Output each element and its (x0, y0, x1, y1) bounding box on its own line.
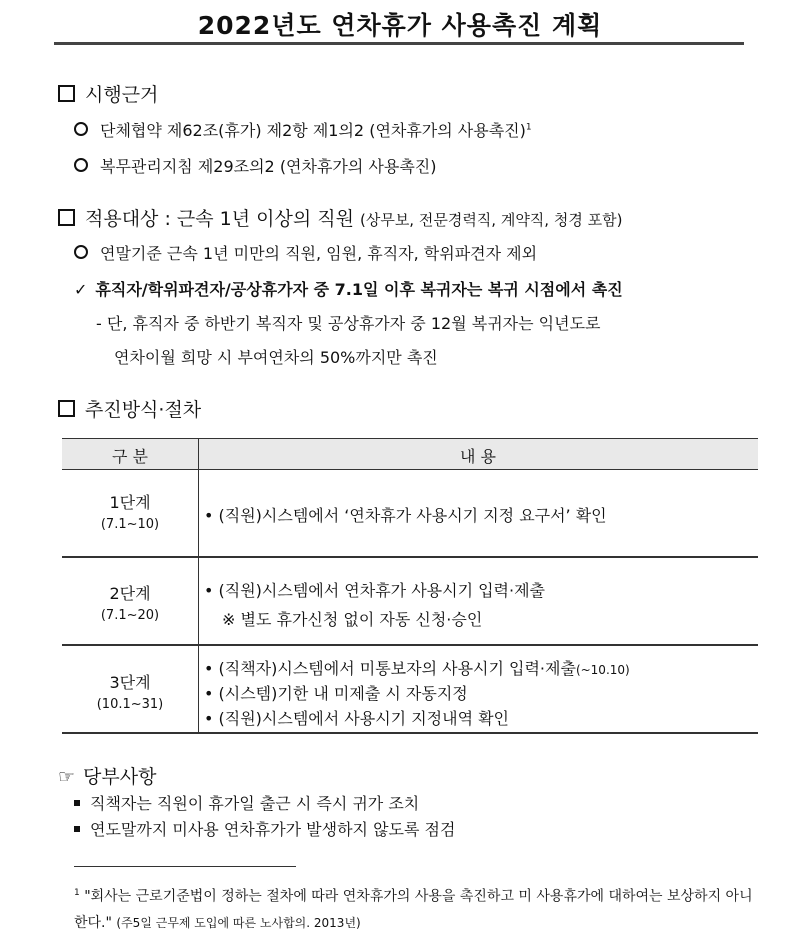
check-mark-icon: ✓ (74, 280, 88, 299)
notes-item-1 (74, 791, 419, 814)
page-title: 2022년도 연차휴가 사용촉진 계획 (197, 11, 603, 40)
section-heading-notes (58, 762, 156, 789)
target-item-1 (74, 241, 537, 264)
footnote-ref: 1 (525, 122, 532, 133)
row3-line1-date: (~10.10) (575, 663, 630, 677)
row2-content-line-2: ※ 별도 휴가신청 없이 자동 신청·승인 (222, 610, 483, 629)
circle-bullet-icon (74, 158, 88, 172)
circle-bullet-icon (74, 122, 88, 136)
stage-period: (7.1~20) (100, 608, 160, 623)
row3-content-line-1 (204, 656, 630, 679)
table-row-divider (62, 556, 758, 558)
footnote-text: "회사는 근로기준법이 정하는 절차에 따라 연차휴가의 사용을 촉진하고 미 사용휴가에 대하여는 보상하지 아니한다." (74, 888, 753, 931)
target-check-item (74, 277, 623, 300)
footnote (74, 880, 754, 936)
row2-content-line-1: • (직원)시스템에서 연차휴가 사용시기 입력·제출 (204, 581, 546, 600)
checkbox-square-icon (58, 400, 75, 417)
table-row-stage-2 (62, 581, 198, 623)
row3-line1-text: • (직책자)시스템에서 미통보자의 사용시기 입력·제출 (204, 659, 576, 678)
square-bullet-icon (74, 826, 80, 832)
square-bullet-icon (74, 800, 80, 806)
section-heading-procedure (58, 395, 201, 422)
stage-period: (7.1~10) (100, 517, 160, 532)
target-dash-line-2: 연차이월 희망 시 부여연차의 50%까지만 촉진 (114, 348, 438, 367)
title-underline (54, 42, 744, 45)
footnote-separator (74, 866, 296, 867)
stage-name: 2단계 (109, 584, 151, 603)
stage-name: 1단계 (109, 493, 151, 512)
basis-item-text: 복무관리지침 제29조의2 (연차휴가의 사용촉진) (100, 157, 437, 176)
section-heading-basis (58, 80, 158, 107)
section-heading-sub: (상무보, 전문경력직, 계약직, 청경 포함) (359, 211, 623, 229)
table-bottom-border (62, 732, 758, 734)
circle-bullet-icon (74, 245, 88, 259)
notes-item-text: 연도말까지 미사용 연차휴가가 발생하지 않도록 점검 (90, 820, 456, 839)
table-column-divider (198, 438, 199, 734)
table-header-content: 내 용 (460, 447, 496, 466)
target-check-text: 휴직자/학위파견자/공상휴가자 중 7.1일 이후 복귀자는 복귀 시점에서 촉진 (95, 280, 623, 299)
row1-content-line-1: • (직원)시스템에서 ‘연차휴가 사용시기 지정 요구서’ 확인 (204, 506, 607, 525)
notes-item-2 (74, 817, 455, 840)
notes-item-text: 직책자는 직원이 휴가일 출근 시 즉시 귀가 조치 (90, 794, 420, 813)
basis-item-1 (74, 118, 532, 141)
footnote-number: 1 (74, 888, 80, 898)
footnote-source: (주5일 근무제 도입에 따른 노사합의. 2013년) (116, 915, 361, 930)
stage-name: 3단계 (109, 673, 151, 692)
row3-content-line-2: • (시스템)기한 내 미제출 시 자동지정 (204, 684, 468, 703)
table-header-stage: 구 분 (112, 447, 148, 466)
section-heading-text: 당부사항 (83, 766, 157, 788)
stage-period: (10.1~31) (96, 697, 164, 712)
table-header-row (62, 438, 758, 470)
target-dash-line-1: - 단, 휴직자 중 하반기 복직자 및 공상휴가자 중 12월 복귀자는 익년도로 (96, 314, 601, 333)
pointing-hand-icon: ☞ (58, 766, 76, 788)
row3-content-line-3: • (직원)시스템에서 사용시기 지정내역 확인 (204, 709, 510, 728)
target-item-text: 연말기준 근속 1년 미만의 직원, 임원, 휴직자, 학위파견자 제외 (100, 244, 538, 263)
checkbox-square-icon (58, 209, 75, 226)
table-row-stage-1 (62, 490, 198, 532)
section-heading-text: 적용대상 : 근속 1년 이상의 직원 (85, 208, 354, 230)
checkbox-square-icon (58, 85, 75, 102)
section-heading-target (58, 204, 622, 231)
table-row-stage-3 (62, 670, 198, 712)
section-heading-text: 추진방식·절차 (85, 399, 202, 421)
basis-item-2 (74, 154, 437, 177)
basis-item-text: 단체협약 제62조(휴가) 제2항 제1의2 (연차휴가의 사용촉진) (100, 121, 526, 140)
section-heading-text: 시행근거 (85, 84, 159, 106)
table-row-divider (62, 644, 758, 646)
